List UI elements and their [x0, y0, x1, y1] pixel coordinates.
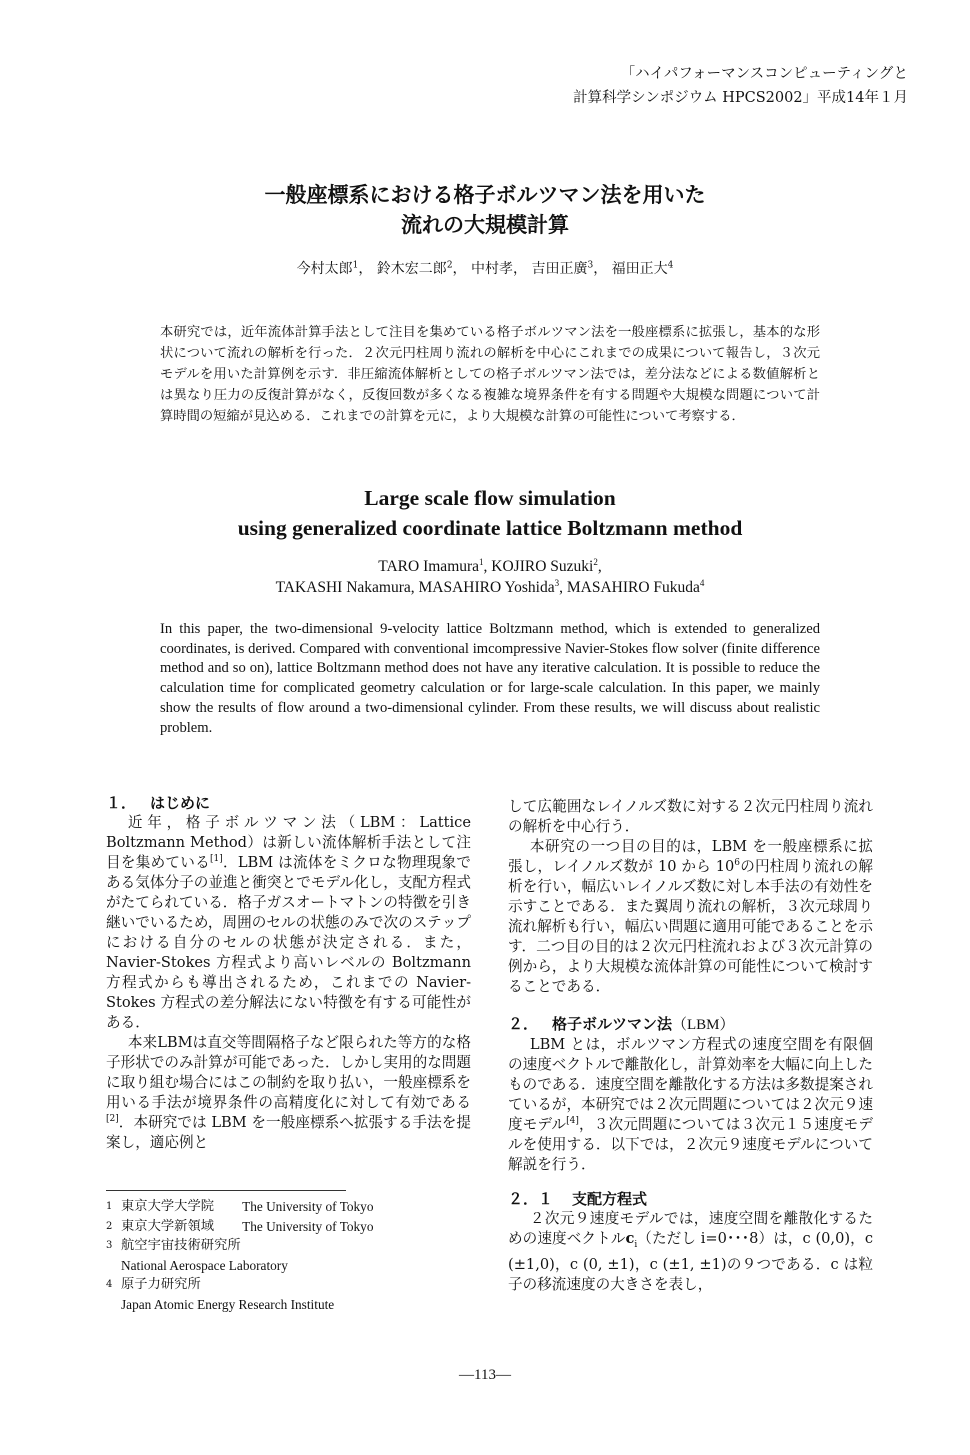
- footnote-mark: 1: [106, 1201, 113, 1212]
- author-en: , KOJIRO Suzuki: [483, 558, 594, 575]
- author-en: TARO Imamura: [378, 558, 480, 575]
- author-en: , MASAHIRO Fukuda: [559, 579, 700, 596]
- citation: [4]: [566, 1116, 579, 1127]
- footnote-mark: 3: [106, 1240, 113, 1251]
- paragraph: [508, 1035, 873, 1175]
- paragraph-text: LBM とは，ボルツマン方程式の速度空間を有限個の速度ベクトルで離散化し，計算効率を大幅に向上したものである．速度空間を離散化する方法は多数提案されているが，本研究では２次元問題については２次元９速度モデル: [508, 1036, 873, 1133]
- authors-english: [0, 556, 970, 598]
- author-ja: 吉田正廣: [531, 261, 588, 277]
- title-english-line-2: using generalized coordinate lattice Boltzmann method: [237, 516, 743, 540]
- paragraph: [508, 837, 873, 997]
- abstract-japanese: 本研究では，近年流体計算手法として注目を集めている格子ボルツマン法を一般座標系に拡張し，基本的な形状について流れの解析を行った．２次元円柱周り流れの解析を中心にこれまでの成果について報告し，３次元モデルを用いた計算例を示す．非圧縮流体解析としての格子ボルツマン法では，差分法などによる数値解析とは異なり圧力の反復計算がなく，反復回数が多くなる複雑な境界条件を有する問題や大規模な問題について計算時間の短縮が見込める．これまでの計算を元に，より大規模な計算の可能性について考察する．: [160, 325, 820, 424]
- footnote-continuation: National Aerospace Laboratory: [121, 1257, 288, 1273]
- right-column: [508, 797, 873, 1295]
- paragraph-text: ．本研究では LBM を一般座標系へ拡張する手法を提案し，適応例と: [106, 1114, 471, 1151]
- footnote: [106, 1236, 486, 1256]
- author-ja: 中村孝: [471, 261, 513, 277]
- paragraph-text: 本来LBMは直交等間隔格子など限られた等方的な格子形状でのみ計算が可能であった．しかし実用的な問題に取り組む場合にはこの制約を取り払い，一般座標系を用いる手法が境界条件の高精度化に対して有効である: [106, 1034, 471, 1111]
- subscript: i: [634, 1239, 638, 1250]
- author-ja: 福田正大: [611, 261, 668, 277]
- title-english: [0, 483, 970, 543]
- footnote-rule: [106, 1190, 346, 1191]
- author-separator: ，: [593, 261, 608, 277]
- paragraph-text: ，３次元問題については３次元１５速度モデルを使用する．以下では，２次元９速度モデルについて解説を行う．: [508, 1116, 873, 1173]
- author-affiliation-mark: 4: [699, 577, 705, 588]
- section-number: ２．: [508, 1015, 539, 1033]
- author-affiliation-mark: 4: [667, 260, 674, 271]
- paragraph-text: 本研究の一つ目の目的は，LBM を一般座標系に拡張し，レイノルズ数が 10 から 10: [508, 838, 873, 875]
- header-line-2: 計算科学シンポジウム HPCS2002」平成14年１月: [573, 90, 908, 106]
- spacer: [508, 1175, 873, 1189]
- footnote-mark: 2: [106, 1220, 113, 1232]
- footnote-affiliation-ja: 東京大学新領域: [121, 1218, 215, 1234]
- conference-header: [488, 62, 908, 110]
- authors-japanese: [0, 258, 970, 278]
- paragraph: [106, 813, 471, 1033]
- paragraph-continuation: して広範囲なレイノルズ数に対する２次元円柱周り流れの解析を中心行う．: [508, 798, 873, 835]
- author-separator: ，: [513, 261, 527, 277]
- paragraph-text: （ただし i=0･･･8）は，c (0,0)，c (±1,0)，c (0, ±1)，c (±1, ±1)の９つである．c は粒子の移流速度の大きさを表し，: [508, 1230, 873, 1293]
- footnote-continuation: Japan Atomic Energy Research Institute: [121, 1296, 335, 1312]
- footnote: [106, 1275, 486, 1295]
- author-affiliation-mark: 3: [587, 260, 594, 271]
- author-separator: ，: [358, 261, 373, 277]
- footnote: [106, 1197, 486, 1217]
- section-number: １．: [106, 794, 137, 812]
- author-affiliation-mark: 1: [479, 556, 484, 567]
- citation: [1]: [210, 854, 223, 865]
- footnote-affiliation-ja: 東京大学大学院: [121, 1199, 215, 1214]
- superscript: 6: [734, 858, 741, 869]
- paragraph-text: ．LBM は流体をミクロな物理現象である気体分子の並進と衝突とでモデル化し，支配方程式がたてられている．格子ガスオートマトンの特徴を引き継いでいるため，周囲のセルの状態のみで次のステップにおける自分のセルの状態が決定される．また，Navier-Stokes 方程式より高いレベルの Boltzmann 方程式からも導出されるため，これまでの Navier-Stokes 方程式の差分解法にない特徴を有する可能性がある．: [106, 854, 471, 1031]
- footnote-mark: 4: [106, 1279, 113, 1290]
- footnote-affiliation-en: The University of Tokyo: [242, 1218, 374, 1234]
- title-japanese: [0, 180, 970, 240]
- section-2-1-heading: [508, 1189, 873, 1209]
- section-title: 支配方程式: [572, 1190, 648, 1208]
- left-column: [106, 793, 471, 1153]
- header-line-1: 「ハイパフォーマンスコンピューティングと: [620, 66, 908, 82]
- footnote-affiliation-en: The University of Tokyo: [242, 1199, 374, 1214]
- footnotes: [106, 1197, 486, 1314]
- authors-english-line-2: [0, 577, 970, 598]
- footnote-affiliation-ja: 原子力研究所: [121, 1277, 201, 1292]
- author-separator: ，: [452, 261, 467, 277]
- footnote: [106, 1217, 486, 1237]
- spacer: [508, 997, 873, 1014]
- section-title: 格子ボルツマン法: [552, 1015, 673, 1033]
- author-ja: 今村太郎: [296, 261, 353, 277]
- section-title: はじめに: [150, 794, 211, 812]
- section-number: ２．１: [508, 1190, 554, 1208]
- title-japanese-line-2: 流れの大規模計算: [401, 213, 569, 237]
- title-english-line-1: Large scale flow simulation: [364, 486, 616, 510]
- page-number: —113—: [459, 1367, 511, 1383]
- vector-symbol: c: [625, 1230, 635, 1247]
- author-affiliation-mark: 1: [352, 260, 359, 271]
- paragraph-text: の円柱周り流れの解析を行い，幅広いレイノルズ数に対し本手法の有効性を示すことである．また翼周り流れの解析，３次元球周り流れ解析も行い，幅広い問題に適用可能であることを示す．二つ目の目的は２次元円柱流れおよび３次元計算の例から，より大規模な流体計算の可能性について検討することである．: [508, 858, 873, 995]
- authors-english-line-1: [0, 556, 970, 577]
- paragraph: [508, 1209, 873, 1295]
- abstract-english: In this paper, the two-dimensional 9-velocity lattice Boltzmann method, which is extended to generalized coordinates, is derived. Compared with conventional imcompressive Navier-Stokes flow solver (finite difference method and so on), lattice Boltzmann method does not have any iterative calculation. It is possible to reduce the calculation time for complicated geometry calculation or for large-scale calculation. In this paper, we mainly show the results of flow around a two-dimensional cylinder. From these results, we will discuss about realistic problem.: [160, 621, 820, 736]
- citation: [2]: [106, 1114, 119, 1125]
- author-affiliation-mark: 2: [593, 556, 598, 567]
- paragraph-text: ２次元９速度モデルでは，速度空間を離散化するための速度ベクトル: [508, 1210, 873, 1247]
- author-separator: ,: [597, 558, 602, 575]
- paragraph: [106, 1033, 471, 1153]
- section-1-heading: [106, 793, 471, 813]
- author-en: TAKASHI Nakamura, MASAHIRO Yoshida: [275, 579, 555, 596]
- paragraph-text: 近年，格子ボルツマン法（LBM：Lattice Boltzmann Method）は新しい流体解析手法として注目を集めている: [106, 814, 471, 871]
- author-affiliation-mark: 3: [554, 577, 560, 588]
- footnote-affiliation-ja: 航空宇宙技術研究所: [121, 1238, 241, 1253]
- section-title-suffix: （LBM）: [672, 1017, 735, 1033]
- section-2-heading: [508, 1014, 873, 1035]
- author-affiliation-mark: 2: [446, 260, 453, 271]
- author-ja: 鈴木宏二郎: [376, 261, 447, 277]
- title-japanese-line-1: 一般座標系における格子ボルツマン法を用いた: [264, 183, 706, 207]
